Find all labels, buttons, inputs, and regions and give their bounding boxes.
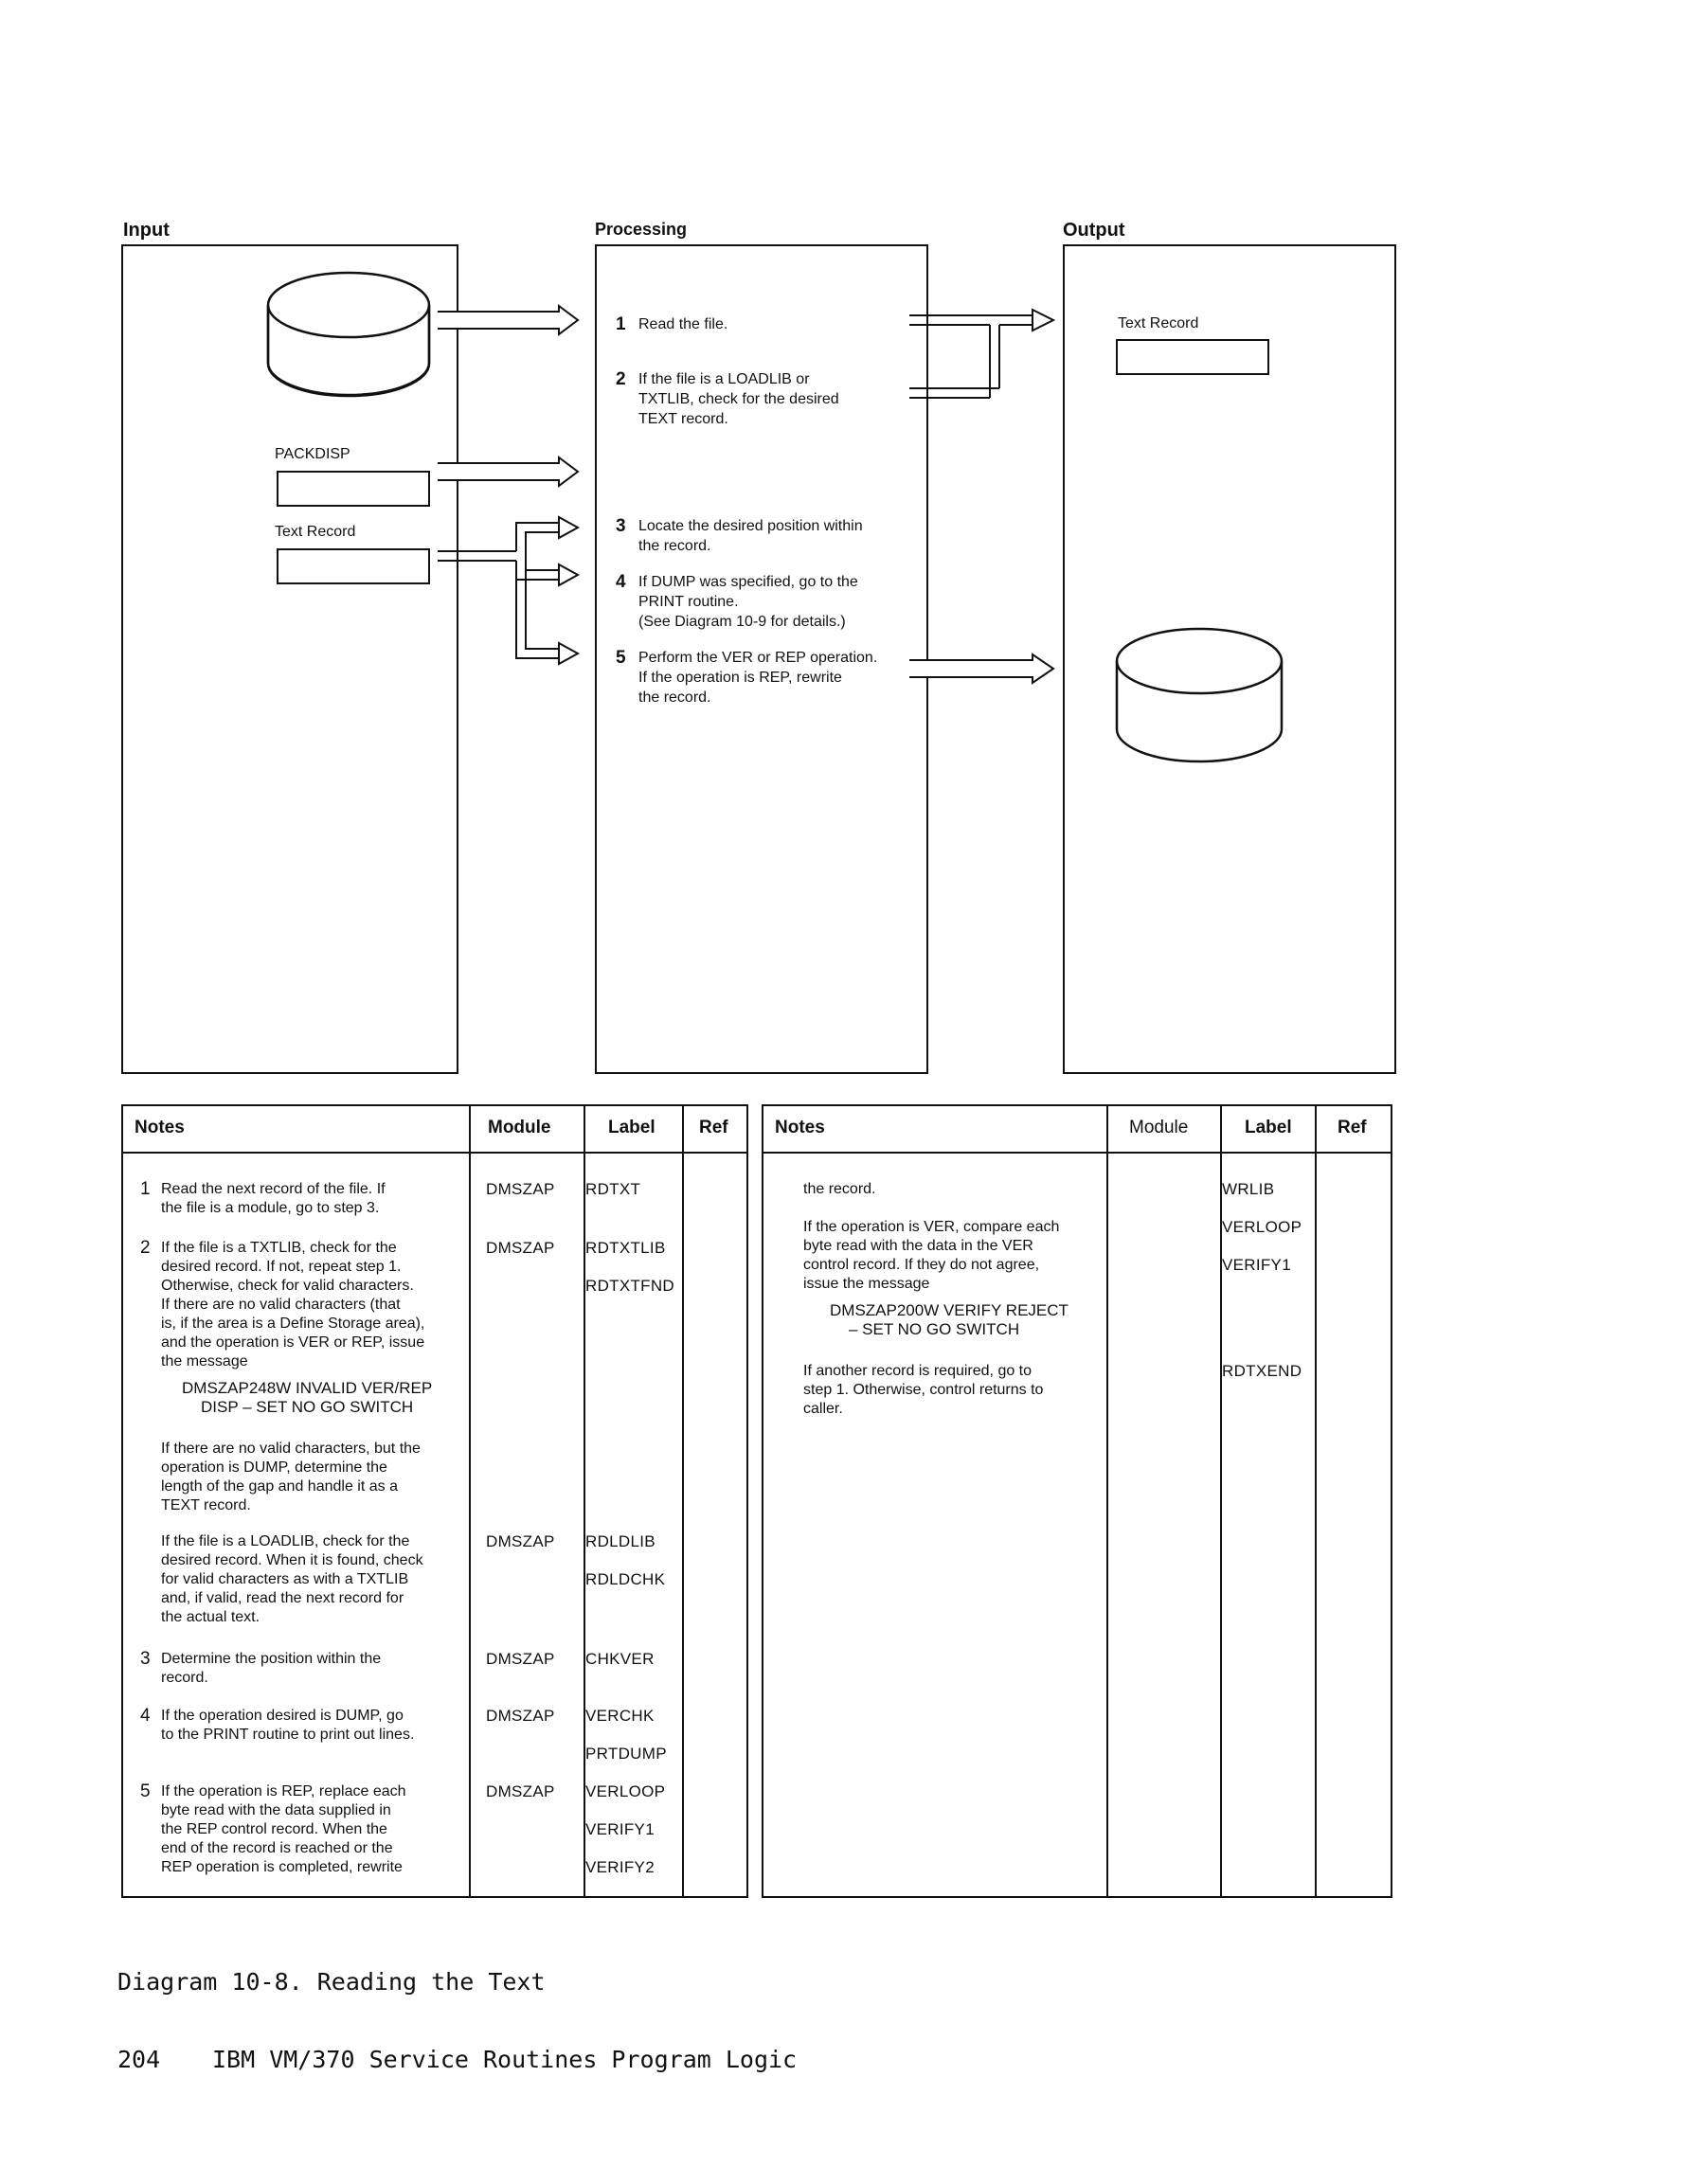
note-line: and, if valid, read the next record for	[161, 1590, 404, 1606]
note-line: caller.	[803, 1401, 843, 1417]
note-line: length of the gap and handle it as a	[161, 1478, 398, 1495]
message-line: DMSZAP200W VERIFY REJECT	[830, 1301, 1068, 1319]
input-text-record	[277, 548, 430, 584]
label-cell: PRTDUMP	[585, 1745, 667, 1763]
arrow-textrecord-branch	[438, 523, 559, 658]
note-1	[140, 1179, 386, 1218]
note-line: If the operation is VER, compare each	[803, 1219, 1060, 1235]
module-cell: DMSZAP	[486, 1650, 555, 1668]
module-cell: DMSZAP	[486, 1239, 555, 1257]
label-cell: VERLOOP	[585, 1782, 666, 1800]
note-line: and the operation is VER or REP, issue	[161, 1334, 425, 1351]
note-line: operation is DUMP, determine the	[161, 1459, 387, 1476]
label-cell: RDTXEND	[1222, 1362, 1302, 1380]
note-line: TEXT record.	[161, 1497, 251, 1513]
step-line: TXTLIB, check for the desired	[638, 391, 839, 407]
label-cell: WRLIB	[1222, 1180, 1275, 1198]
note-line: If there are no valid characters (that	[161, 1297, 401, 1313]
right-note-2	[803, 1218, 1059, 1294]
module-header: Module	[488, 1118, 551, 1137]
input-disk-icon	[268, 306, 429, 395]
input-disk-cylinder	[268, 273, 429, 396]
page-number: 204	[117, 2046, 161, 2073]
note-line: control record. If they do not agree,	[803, 1257, 1040, 1273]
process-step-3	[616, 516, 863, 556]
step-number: 5	[616, 648, 626, 668]
note-number: 1	[140, 1179, 151, 1199]
note-3	[140, 1649, 382, 1688]
note-line: If the operation desired is DUMP, go	[161, 1708, 404, 1724]
note-line: If the operation is REP, replace each	[161, 1783, 406, 1799]
note-line: end of the record is reached or the	[161, 1840, 393, 1856]
note-line: If the file is a TXTLIB, check for the	[161, 1240, 397, 1256]
output-text-record-label: Text Record	[1118, 315, 1199, 331]
step-line: If the operation is REP, rewrite	[638, 670, 842, 686]
column-divider	[1315, 1106, 1317, 1896]
output-disk-cylinder	[1117, 629, 1282, 761]
note-line: If there are no valid characters, but the	[161, 1441, 421, 1457]
step-number: 4	[616, 572, 626, 592]
left-notes-table	[121, 1104, 748, 1898]
step-number: 3	[616, 516, 626, 536]
note-line: for valid characters as with a TXTLIB	[161, 1571, 409, 1587]
output-text-record	[1116, 339, 1269, 375]
step-line: PRINT routine.	[638, 594, 739, 610]
label-cell: RDTXTLIB	[585, 1239, 666, 1257]
module-header: Module	[1129, 1118, 1189, 1137]
step-line: Perform the VER or REP operation.	[638, 650, 878, 666]
label-cell: RDTXTFND	[585, 1277, 674, 1295]
note-number: 2	[140, 1238, 151, 1258]
column-divider	[469, 1106, 471, 1896]
note-line: Otherwise, check for valid characters.	[161, 1278, 414, 1294]
label-cell: VERIFY1	[585, 1820, 655, 1838]
arrowhead-output-record	[1033, 310, 1053, 331]
note-line: issue the message	[803, 1276, 930, 1292]
arrow-rewrite-to-disk	[909, 654, 1053, 683]
note-number: 3	[140, 1649, 151, 1669]
right-note-1	[803, 1180, 875, 1199]
message-line: – SET NO GO SWITCH	[849, 1320, 1020, 1338]
note-line: the REP control record. When the	[161, 1821, 387, 1837]
note-2	[140, 1238, 425, 1371]
output-header: Output	[1063, 220, 1125, 241]
column-divider	[682, 1106, 684, 1896]
label-cell: RDLDLIB	[585, 1532, 655, 1550]
input-header: Input	[123, 220, 170, 241]
step-line: TEXT record.	[638, 411, 728, 427]
process-step-1	[616, 314, 728, 334]
note-line: byte read with the data supplied in	[161, 1802, 391, 1818]
note-2-message	[182, 1379, 432, 1417]
label-cell: VERLOOP	[1222, 1218, 1302, 1236]
note-line: to the PRINT routine to print out lines.	[161, 1727, 415, 1743]
module-cell: DMSZAP	[486, 1532, 555, 1550]
step-line: If DUMP was specified, go to the	[638, 574, 858, 590]
note-line: If another record is required, go to	[803, 1363, 1033, 1379]
table-header-row	[763, 1106, 1391, 1154]
note-line: Read the next record of the file. If	[161, 1181, 386, 1197]
note-4	[140, 1706, 415, 1745]
step-line: the record.	[638, 538, 711, 554]
message-line: DMSZAP248W INVALID VER/REP	[182, 1379, 433, 1397]
process-step-2	[616, 369, 839, 429]
note-2-loadlib	[161, 1532, 423, 1627]
message-line: DISP – SET NO GO SWITCH	[201, 1398, 414, 1416]
note-5	[140, 1781, 406, 1877]
packdisp-label: PACKDISP	[275, 446, 350, 462]
note-line: the actual text.	[161, 1609, 260, 1625]
note-number: 4	[140, 1706, 151, 1726]
ref-header: Ref	[699, 1118, 728, 1137]
arrow-disk-to-read	[438, 306, 578, 334]
notes-header: Notes	[135, 1118, 185, 1137]
step-line: Read the file.	[638, 316, 728, 332]
column-divider	[1106, 1106, 1108, 1896]
module-cell: DMSZAP	[486, 1707, 555, 1725]
process-step-4	[616, 572, 858, 632]
note-line: the file is a module, go to step 3.	[161, 1200, 380, 1216]
right-notes-table	[762, 1104, 1392, 1898]
label-header: Label	[1245, 1118, 1292, 1137]
label-cell: VERCHK	[585, 1707, 655, 1725]
note-number: 5	[140, 1781, 151, 1801]
note-line: byte read with the data in the VER	[803, 1238, 1033, 1254]
note-line: step 1. Otherwise, control returns to	[803, 1382, 1044, 1398]
label-cell: RDLDCHK	[585, 1570, 666, 1588]
footer-title: IBM VM/370 Service Routines Program Logic	[212, 2046, 798, 2073]
note-line: desired record. If not, repeat step 1.	[161, 1259, 402, 1275]
step-line: the record.	[638, 689, 711, 706]
note-line: is, if the area is a Define Storage area),	[161, 1316, 425, 1332]
label-cell: RDTXT	[585, 1180, 641, 1198]
label-header: Label	[608, 1118, 655, 1137]
column-divider	[584, 1106, 585, 1896]
input-text-record-label: Text Record	[275, 524, 356, 540]
note-line: the record.	[803, 1181, 876, 1197]
processing-header: Processing	[595, 220, 688, 239]
packdisp-record	[277, 471, 430, 507]
notes-header: Notes	[775, 1118, 825, 1137]
note-line: record.	[161, 1670, 208, 1686]
arrow-read-to-output	[909, 315, 1033, 398]
module-cell: DMSZAP	[486, 1180, 555, 1198]
note-2-dump	[161, 1440, 421, 1515]
note-line: Determine the position within the	[161, 1651, 382, 1667]
label-cell: CHKVER	[585, 1650, 655, 1668]
diagram-caption: Diagram 10-8. Reading the Text	[117, 1968, 546, 1996]
step-number: 1	[616, 314, 626, 334]
note-line: desired record. When it is found, check	[161, 1552, 423, 1568]
ref-header: Ref	[1338, 1118, 1367, 1137]
note-line: REP operation is completed, rewrite	[161, 1859, 403, 1875]
arrowheads-steps	[559, 517, 578, 664]
module-cell: DMSZAP	[486, 1782, 555, 1800]
arrow-packdisp	[438, 457, 578, 486]
process-step-5	[616, 648, 878, 707]
note-line: the message	[161, 1353, 248, 1369]
right-note-message	[830, 1301, 1068, 1339]
step-number: 2	[616, 369, 626, 389]
right-note-3	[803, 1362, 1043, 1419]
label-cell: VERIFY1	[1222, 1256, 1291, 1274]
label-cell: VERIFY2	[585, 1858, 655, 1876]
step-line: Locate the desired position within	[638, 518, 863, 534]
note-line: If the file is a LOADLIB, check for the	[161, 1533, 410, 1549]
step-line: (See Diagram 10-9 for details.)	[638, 614, 846, 630]
step-line: If the file is a LOADLIB or	[638, 371, 810, 387]
